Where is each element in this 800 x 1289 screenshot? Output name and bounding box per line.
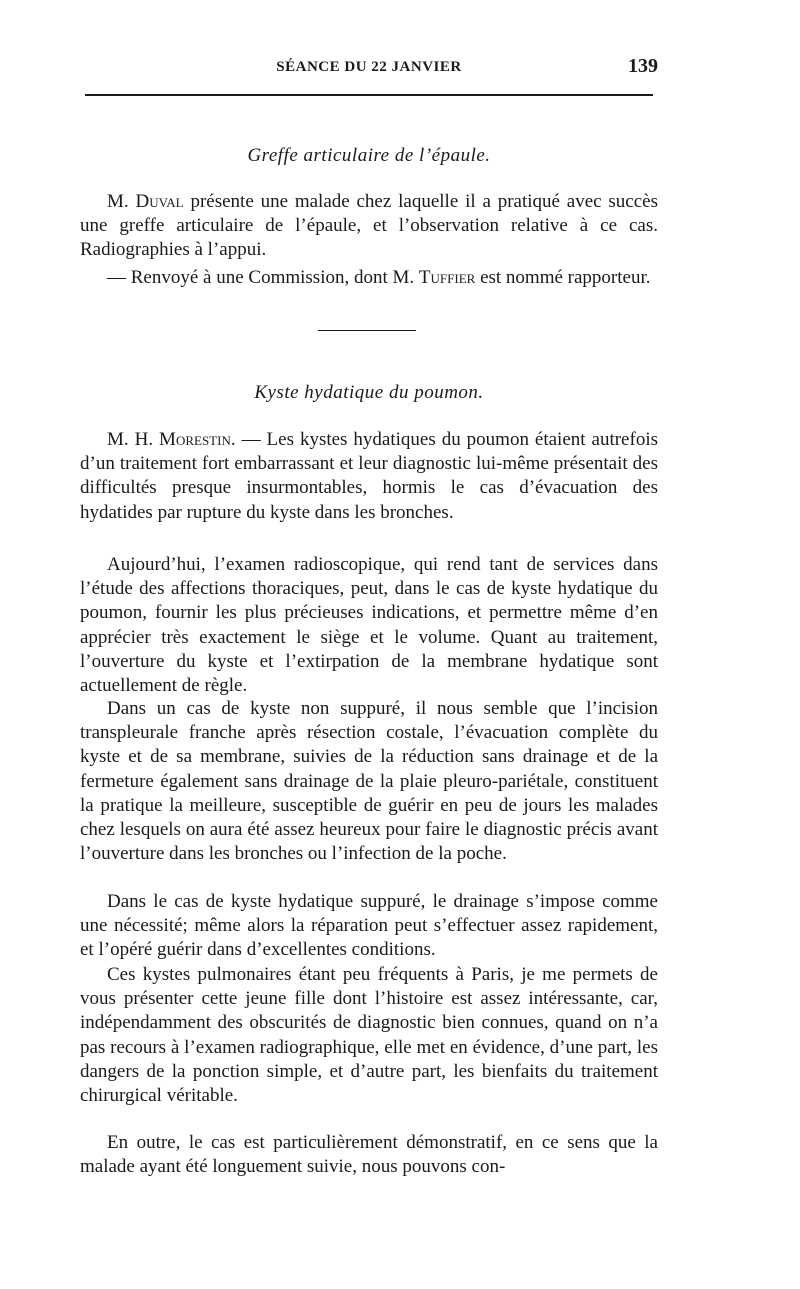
header-rule: [85, 94, 653, 96]
author-morestin: M. H. Morestin.: [107, 429, 236, 450]
paragraph-morestin-text: — Les kystes hydatiques du poumon étaient autrefois d’un traitement fort embarrassant et leur diagnostic lui-même présentait des difficultés presque insurmontables, hormis le cas d’évacuation des hydatides par rupture du kyste dans les bronches.: [80, 429, 658, 523]
name-tuffier: Tuffier: [418, 267, 476, 288]
paragraph-duval-text: présente une malade chez laquelle il a pratiqué avec succès une greffe articulaire de l’épaule, et l’observation relative à ce cas. Radiographies à l’appui.: [80, 191, 659, 261]
paragraph-jeune-fille: Ces kystes pulmonaires étant peu fréquents à Paris, je me permets de vous présenter cette jeune fille dont l’histoire est assez intéressante, car, indépendamment des obscurités de diagnostic bien connues, quand on n’a pas recours à l’examen radiographique, elle met en évidence, d’une part, les dangers de la ponction simple, et d’autre part, les bienfaits du traitement chirurgical véritable.: [80, 964, 658, 1107]
page-number: 139: [628, 55, 658, 77]
paragraph-radioscopie: Aujourd’hui, l’examen radioscopique, qui rend tant de services dans l’étude des affections thoraciques, peut, dans le cas de kyste hydatique du poumon, fournir les plus précieuses indications, et permettre même d’en apprécier très exactement le siège et le volume. Quant au traitement, l’ouverture du kyste et l’extirpation de la membrane hydatique sont actuellement de règle.: [80, 554, 658, 697]
paragraph-commission-text-a: — Renvoyé à une Commission, dont M.: [107, 267, 419, 288]
paragraph-non-suppure: Dans un cas de kyste non suppuré, il nous semble que l’incision transpleurale franche après résection costale, l’évacuation complète du kyste et de sa membrane, suivies de la réduction sans drainage et de la fermeture également sans drainage de la plaie pleuro-pariétale, constituent la pratique la meilleure, susceptible de guérir en peu de jours les malades chez lesquels on aura été assez heureux pour faire le diagnostic précis avant l’ouverture dans les bronches ou l’infection de la poche.: [80, 698, 658, 865]
running-title: SÉANCE DU 22 JANVIER: [276, 59, 462, 75]
section-title-kyste: Kyste hydatique du poumon.: [254, 382, 484, 403]
paragraph-suppure: Dans le cas de kyste hydatique suppuré, le drainage s’impose comme une nécessité; même alors la réparation peut s’effectuer assez rapidement, et l’opéré guérir dans d’excellentes conditions.: [80, 891, 658, 961]
section-title-greffe: Greffe articulaire de l’épaule.: [247, 145, 491, 166]
paragraph-commission: [80, 266, 658, 290]
running-head: [80, 55, 658, 81]
paragraph-en-outre: En outre, le cas est particulièrement démonstratif, en ce sens que la malade ayant été longuement suivie, nous pouvons con-: [80, 1132, 658, 1178]
paragraph-commission-text-b: est nommé rapporteur.: [475, 267, 651, 288]
section-separator: [318, 330, 416, 331]
paragraph-morestin: [80, 428, 658, 525]
author-duval: M. Duval: [107, 191, 184, 212]
paragraph-duval: [80, 190, 658, 263]
